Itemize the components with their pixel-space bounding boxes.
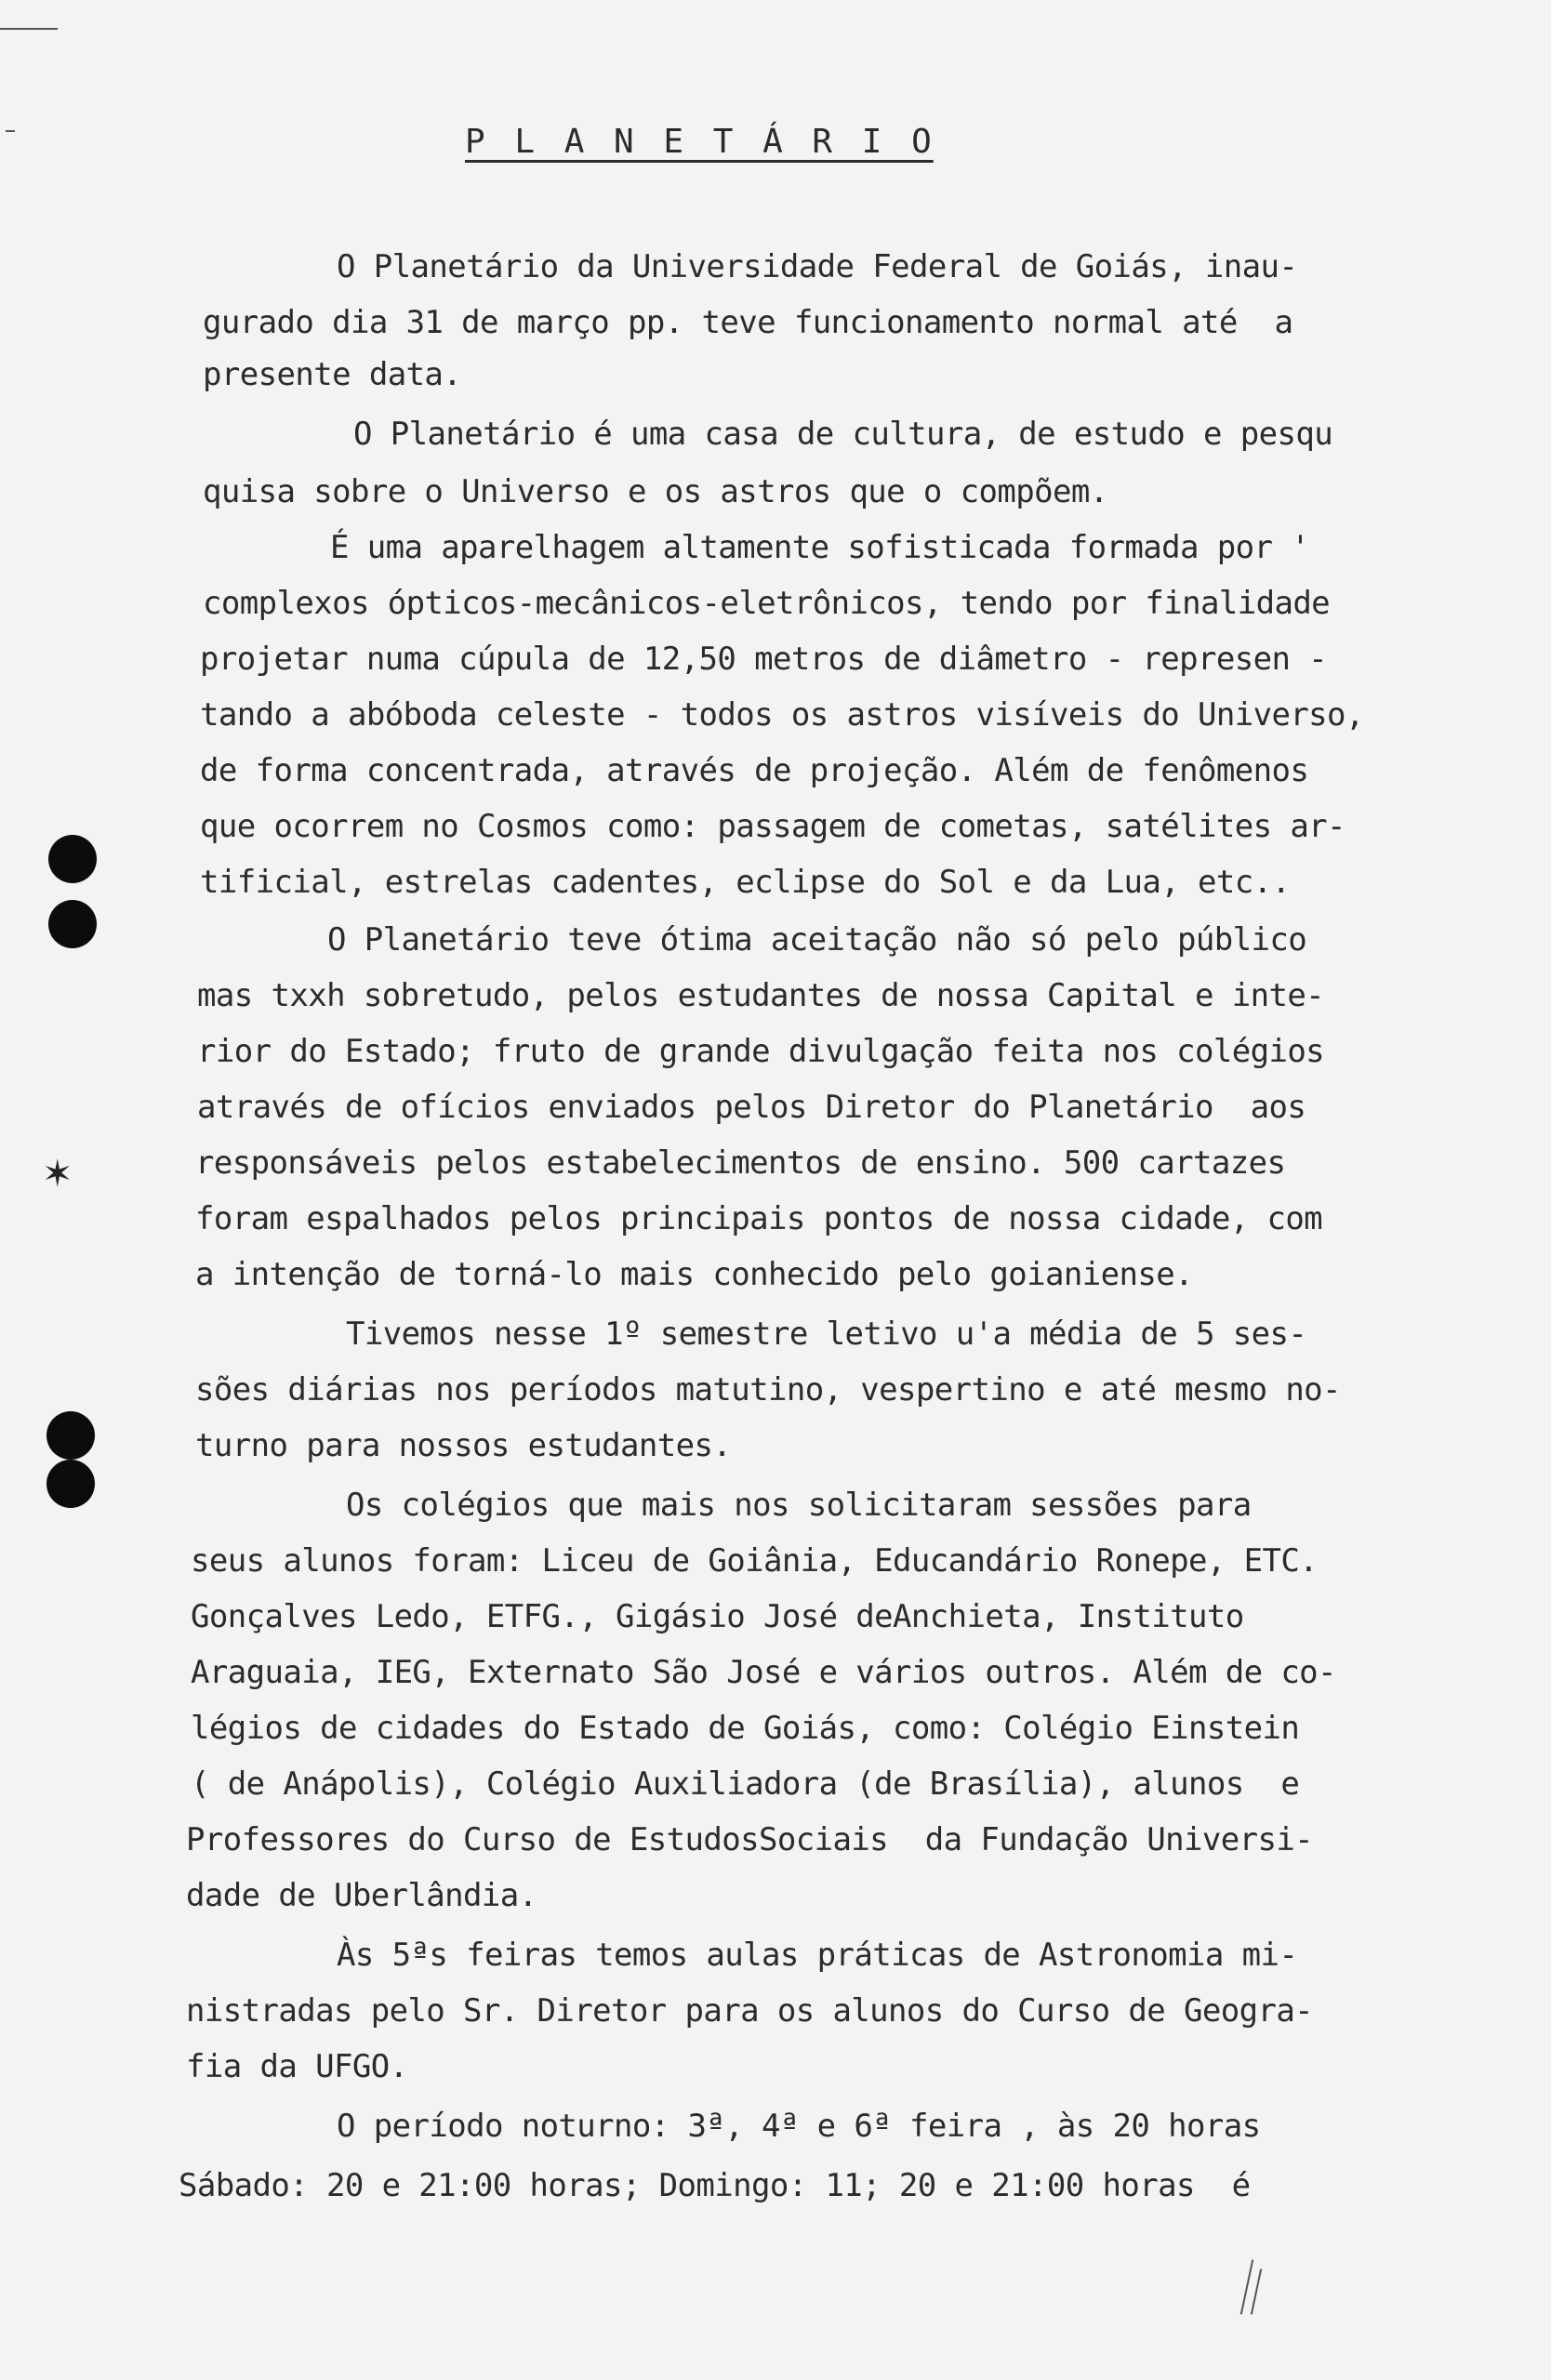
corner-mark xyxy=(0,28,58,30)
text-line: tificial, estrelas cadentes, eclipse do Sol e da Lua, etc.. xyxy=(200,864,1291,901)
punch-hole xyxy=(48,900,97,948)
text-line: foram espalhados pelos principais pontos de nossa cidade, com xyxy=(195,1200,1323,1237)
text-line: O Planetário da Universidade Federal de Goiás, inau- xyxy=(337,248,1298,285)
text-line: É uma aparelhagem altamente sofisticada formada por ' xyxy=(330,529,1310,566)
text-line: complexos ópticos-mecânicos-eletrônicos, tendo por finalidade xyxy=(203,585,1331,622)
text-line: Gonçalves Ledo, ETFG., Gigásio José deAnchieta, Instituto xyxy=(191,1598,1244,1635)
pen-stroke-mark xyxy=(1251,2268,1262,2314)
text-line: sões diárias nos períodos matutino, vespertino e até mesmo no- xyxy=(195,1371,1341,1408)
text-line: O Planetário teve ótima aceitação não só pelo público xyxy=(327,921,1307,959)
text-line: responsáveis pelos estabelecimentos de ensino. 500 cartazes xyxy=(195,1144,1286,1182)
text-line: tando a abóboda celeste - todos os astros visíveis do Universo, xyxy=(200,696,1364,734)
punch-hole xyxy=(46,1411,95,1460)
text-line: Sábado: 20 e 21:00 horas; Domingo: 11; 20 e 21:00 horas é xyxy=(179,2167,1251,2204)
text-line: quisa sobre o Universo e os astros que o compõem. xyxy=(203,473,1108,510)
text-line: dade de Uberlândia. xyxy=(186,1877,537,1914)
text-line: que ocorrem no Cosmos como: passagem de cometas, satélites ar- xyxy=(200,808,1346,845)
text-line: rior do Estado; fruto de grande divulgação feita nos colégios xyxy=(197,1033,1325,1070)
text-line: gurado dia 31 de março pp. teve funcionamento normal até a xyxy=(203,304,1293,341)
punch-hole xyxy=(48,835,97,883)
star-mark-icon: ✶ xyxy=(42,1153,73,1196)
text-line: através de ofícios enviados pelos Diretor do Planetário aos xyxy=(197,1089,1306,1126)
text-line: Os colégios que mais nos solicitaram sessões para xyxy=(346,1487,1252,1524)
text-line: mas txxh sobretudo, pelos estudantes de nossa Capital e inte- xyxy=(197,977,1325,1014)
text-line: presente data. xyxy=(203,356,462,393)
text-line: ( de Anápolis), Colégio Auxiliadora (de Brasília), alunos e xyxy=(191,1765,1300,1803)
margin-mark xyxy=(6,130,15,132)
text-line: turno para nossos estudantes. xyxy=(195,1427,732,1464)
text-line: projetar numa cúpula de 12,50 metros de diâmetro - represen - xyxy=(200,641,1328,678)
text-line: Professores do Curso de EstudosSociais da Fundação Universi- xyxy=(186,1821,1314,1858)
page-title: P L A N E T Á R I O xyxy=(465,123,934,161)
text-line: légios de cidades do Estado de Goiás, como: Colégio Einstein xyxy=(191,1710,1300,1747)
text-line: Araguaia, IEG, Externato São José e vários outros. Além de co- xyxy=(191,1654,1336,1691)
text-line: seus alunos foram: Liceu de Goiânia, Educandário Ronepe, ETC. xyxy=(191,1542,1319,1580)
text-line: a intenção de torná-lo mais conhecido pelo goianiense. xyxy=(195,1256,1193,1293)
text-line: de forma concentrada, através de projeção. Além de fenômenos xyxy=(200,752,1309,789)
text-line: O Planetário é uma casa de cultura, de estudo e pesqu xyxy=(353,416,1333,453)
punch-hole xyxy=(46,1460,95,1508)
text-line: Tivemos nesse 1º semestre letivo u'a média de 5 ses- xyxy=(346,1316,1307,1353)
text-line: fia da UFGO. xyxy=(186,2048,408,2085)
text-line: Às 5ªs feiras temos aulas práticas de Astronomia mi- xyxy=(337,1937,1298,1974)
text-line: nistradas pelo Sr. Diretor para os alunos do Curso de Geogra- xyxy=(186,1992,1314,2030)
text-line: O período noturno: 3ª, 4ª e 6ª feira , às 20 horas xyxy=(337,2108,1261,2145)
